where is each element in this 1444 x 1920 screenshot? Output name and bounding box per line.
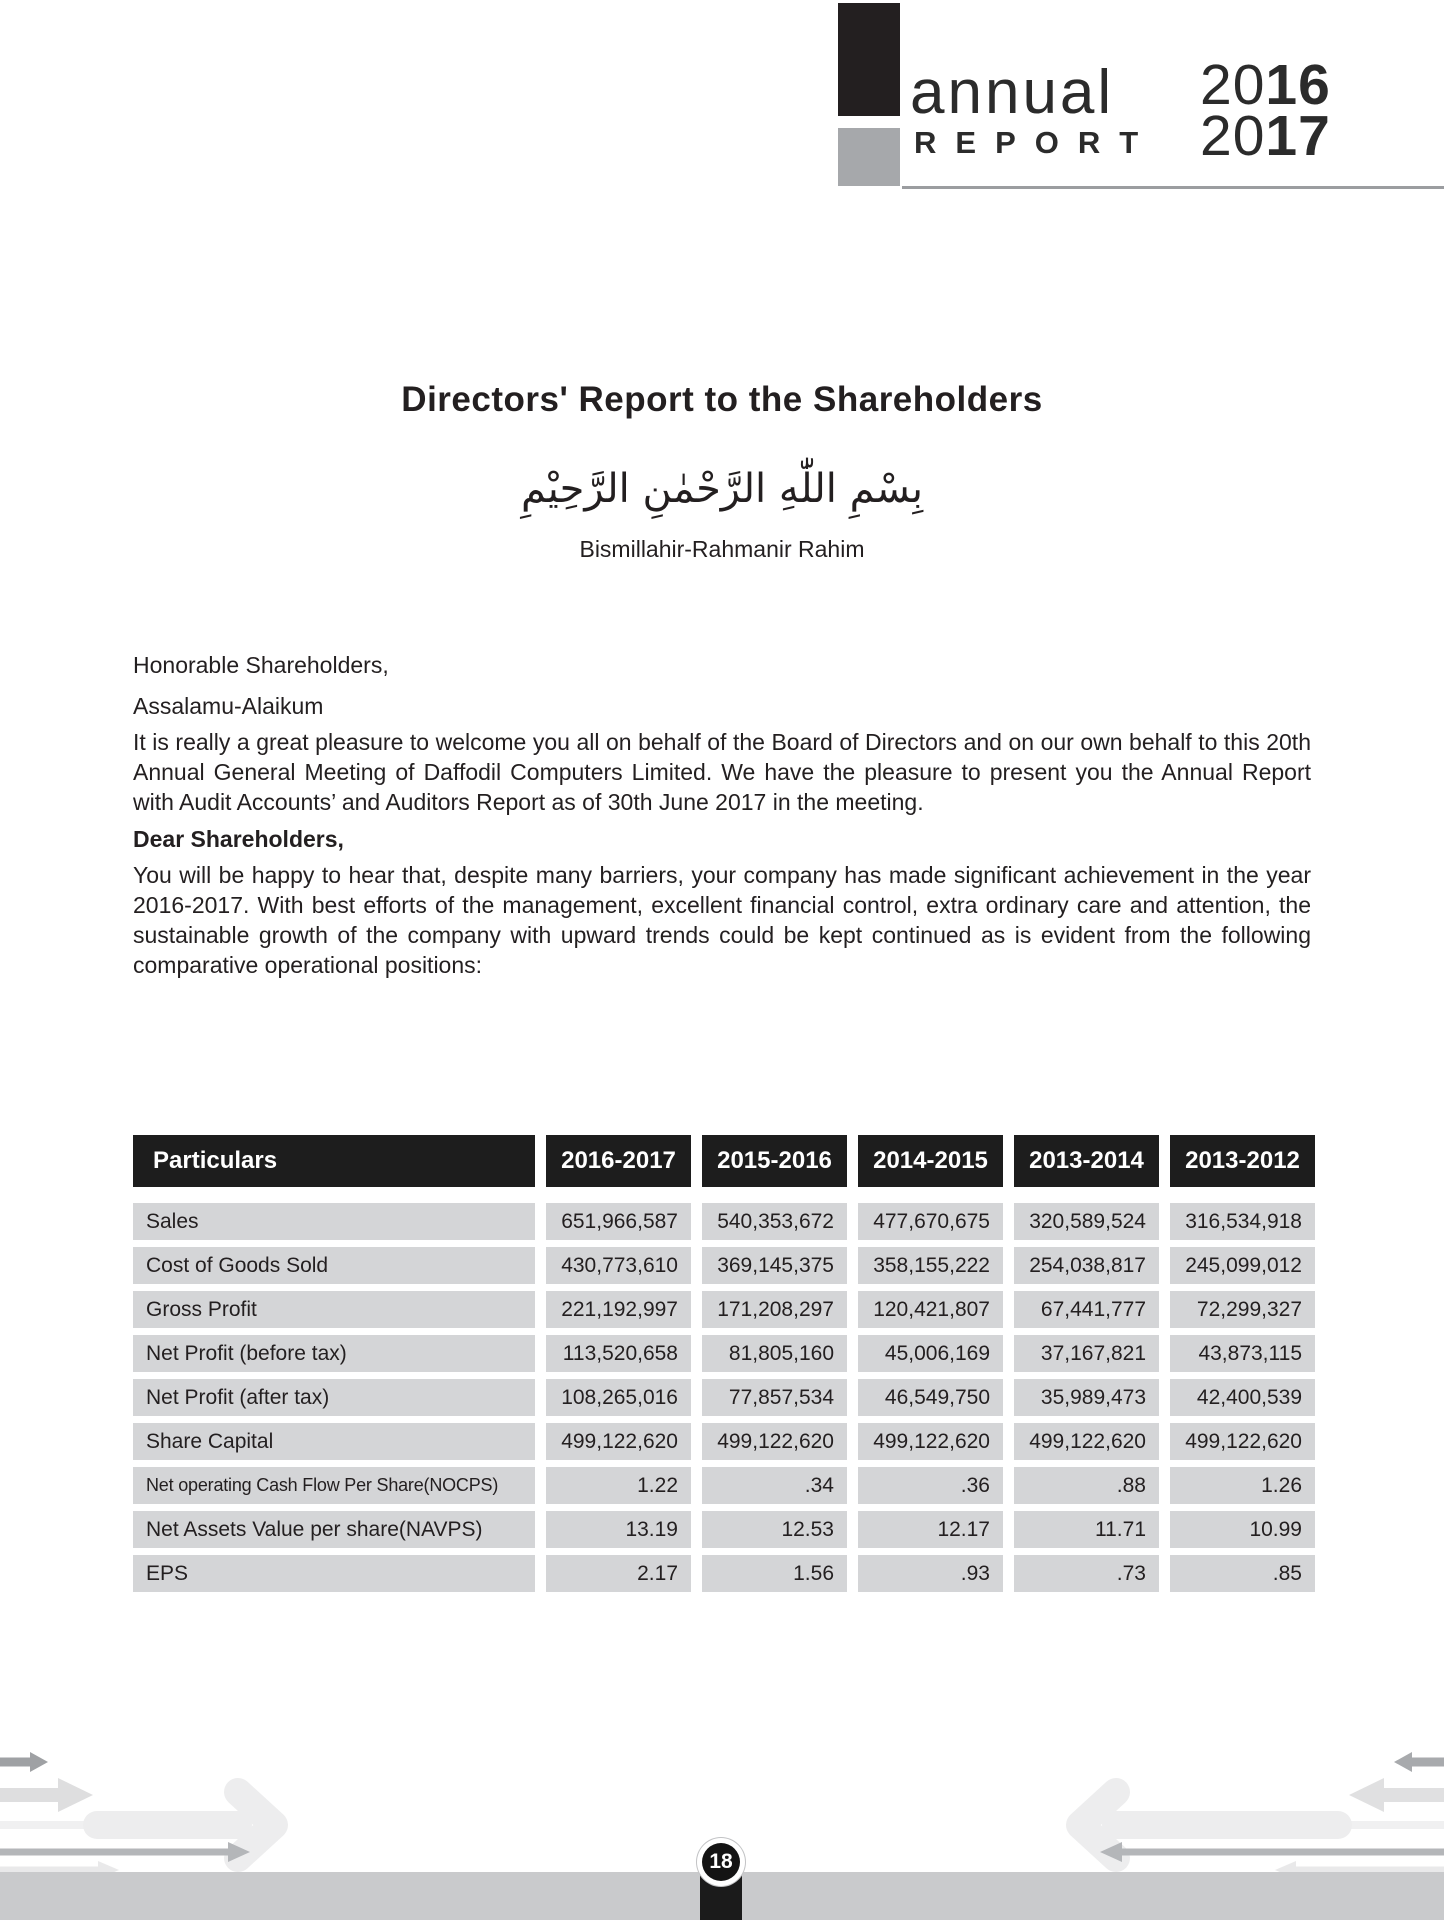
logo-annual-text: annual — [910, 58, 1115, 127]
cell-value: .85 — [1170, 1555, 1315, 1592]
cell-value: 37,167,821 — [1014, 1335, 1159, 1372]
intro-paragraph: It is really a great pleasure to welcome you all on behalf of the Board of Directors and on our own behalf to this 20th Annual General Meeting of Daffodil Computers Limited. We have the pleasure to present you the Annual Report with Audit Accounts’ and Auditors Report as of 30th June 2017 in the meeting. — [133, 729, 1311, 815]
cell-value: 430,773,610 — [546, 1247, 691, 1284]
cell-value: 10.99 — [1170, 1511, 1315, 1548]
cell-value: .73 — [1014, 1555, 1159, 1592]
cell-value: 77,857,534 — [702, 1379, 847, 1416]
cell-value: 540,353,672 — [702, 1203, 847, 1240]
cell-value: 46,549,750 — [858, 1379, 1003, 1416]
cell-value: .93 — [858, 1555, 1003, 1592]
cell-value: 320,589,524 — [1014, 1203, 1159, 1240]
cell-value: 499,122,620 — [702, 1423, 847, 1460]
greeting-text: Assalamu-Alaikum — [133, 693, 324, 719]
cell-value: 108,265,016 — [546, 1379, 691, 1416]
cell-value: 2.17 — [546, 1555, 691, 1592]
cell-value: 316,534,918 — [1170, 1203, 1315, 1240]
cell-value: 120,421,807 — [858, 1291, 1003, 1328]
cell-value: 45,006,169 — [858, 1335, 1003, 1372]
table-header-2014-2015: 2014-2015 — [858, 1135, 1003, 1187]
cell-value: .36 — [858, 1467, 1003, 1504]
cell-value: 1.22 — [546, 1467, 691, 1504]
decorative-arrows-right-icon — [1024, 1748, 1444, 1888]
row-label: Net Assets Value per share(NAVPS) — [133, 1511, 535, 1548]
decorative-arrows-left-icon — [0, 1748, 340, 1888]
table-header-2015-2016: 2015-2016 — [702, 1135, 847, 1187]
cell-value: 72,299,327 — [1170, 1291, 1315, 1328]
bismillah-calligraphy: بِسْمِ اللّٰهِ الرَّحْمٰنِ الرَّحِيْمِ — [520, 466, 924, 512]
cell-value: 254,038,817 — [1014, 1247, 1159, 1284]
cell-value: 12.53 — [702, 1511, 847, 1548]
row-label: Cost of Goods Sold — [133, 1247, 535, 1284]
comparative-table-body — [133, 1203, 1315, 1592]
logo-year-2017: 2017 — [1200, 104, 1331, 168]
cell-value: 499,122,620 — [1170, 1423, 1315, 1460]
cell-value: .34 — [702, 1467, 847, 1504]
logo-years — [1200, 53, 1331, 168]
bismillah-transliteration: Bismillahir-Rahmanir Rahim — [579, 536, 865, 562]
cell-value: 11.71 — [1014, 1511, 1159, 1548]
cell-value: 369,145,375 — [702, 1247, 847, 1284]
table-header-row — [133, 1135, 1315, 1187]
table-header-particulars: Particulars — [133, 1135, 535, 1187]
cell-value: 499,122,620 — [546, 1423, 691, 1460]
table-header-2016-2017: 2016-2017 — [546, 1135, 691, 1187]
table-header-2013-2012: 2013-2012 — [1170, 1135, 1315, 1187]
cell-value: 245,099,012 — [1170, 1247, 1315, 1284]
row-label: Net operating Cash Flow Per Share(NOCPS) — [133, 1467, 535, 1504]
cell-value: 651,966,587 — [546, 1203, 691, 1240]
cell-value: 499,122,620 — [858, 1423, 1003, 1460]
salutation-text: Honorable Shareholders, — [133, 652, 389, 678]
cell-value: 42,400,539 — [1170, 1379, 1315, 1416]
cell-value: 499,122,620 — [1014, 1423, 1159, 1460]
dear-shareholders-heading: Dear Shareholders, — [133, 826, 344, 852]
cell-value: 477,670,675 — [858, 1203, 1003, 1240]
header-divider-line — [902, 186, 1444, 189]
cell-value: 43,873,115 — [1170, 1335, 1315, 1372]
row-label: EPS — [133, 1555, 535, 1592]
row-label: Share Capital — [133, 1423, 535, 1460]
row-label: Gross Profit — [133, 1291, 535, 1328]
page-number: 18 — [702, 1843, 740, 1881]
cell-value: 67,441,777 — [1014, 1291, 1159, 1328]
cell-value: 358,155,222 — [858, 1247, 1003, 1284]
cell-value: 12.17 — [858, 1511, 1003, 1548]
cell-value: 81,805,160 — [702, 1335, 847, 1372]
page-title: Directors' Report to the Shareholders — [401, 380, 1043, 419]
cell-value: 221,192,997 — [546, 1291, 691, 1328]
cell-value: 171,208,297 — [702, 1291, 847, 1328]
achievement-paragraph: You will be happy to hear that, despite many barriers, your company has made significant achievement in the year 2016-2017. With best efforts of the management, excellent financial control, extra ordinary care and attention, the sustainable growth of the company with upward trends could be kept continued as is evident from the following comparative operational positions: — [133, 862, 1311, 978]
cell-value: 1.56 — [702, 1555, 847, 1592]
logo-report-text: REPORT — [914, 125, 1158, 160]
table-header-2013-2014: 2013-2014 — [1014, 1135, 1159, 1187]
cell-value: .88 — [1014, 1467, 1159, 1504]
logo-black-square — [838, 3, 900, 116]
logo-gray-square — [838, 128, 900, 186]
row-label: Net Profit (after tax) — [133, 1379, 535, 1416]
page-number-badge — [697, 1838, 745, 1886]
row-label: Net Profit (before tax) — [133, 1335, 535, 1372]
cell-value: 13.19 — [546, 1511, 691, 1548]
row-label: Sales — [133, 1203, 535, 1240]
logo-year-2016: 2016 — [1200, 53, 1331, 117]
cell-value: 113,520,658 — [546, 1335, 691, 1372]
cell-value: 35,989,473 — [1014, 1379, 1159, 1416]
cell-value: 1.26 — [1170, 1467, 1315, 1504]
